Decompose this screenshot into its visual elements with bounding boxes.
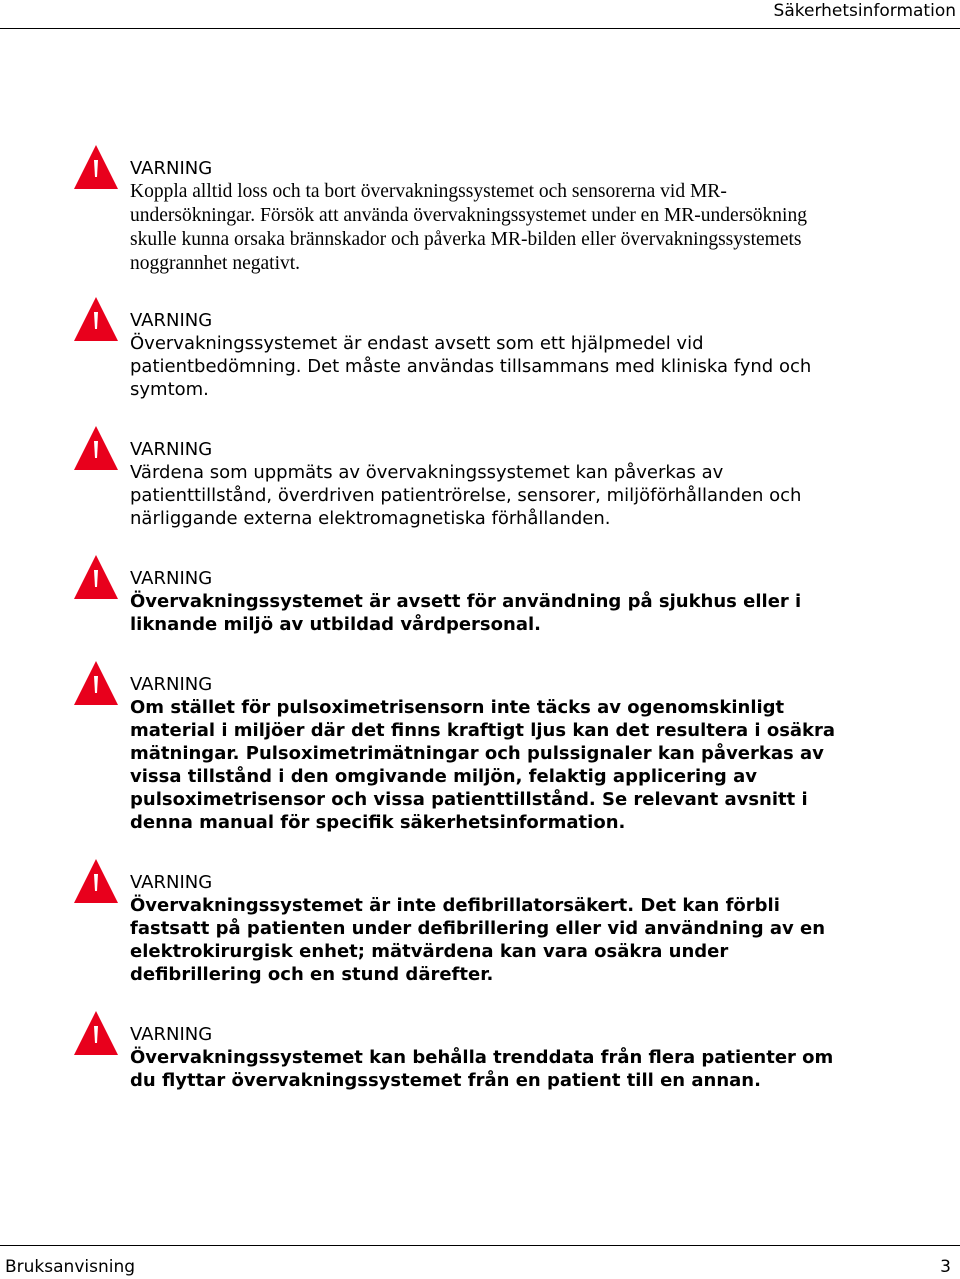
warning-text: [130, 871, 850, 986]
warning-label: VARNING: [130, 872, 213, 893]
header-divider: [0, 28, 960, 29]
warning-label: VARNING: [130, 674, 213, 695]
warning-label: VARNING: [130, 439, 213, 460]
warning-triangle-icon: [73, 554, 119, 600]
warning-body: Övervakningssystemet är endast avsett som ett hjälpmedel vid patientbedömning. Det måste användas tillsammans med kliniska fynd och symtom.: [130, 333, 812, 400]
warning-body: Övervakningssystemet är avsett för användning på sjukhus eller i liknande miljö av utbildad vårdpersonal.: [130, 591, 802, 635]
warning-triangle-icon: [73, 858, 119, 904]
warning-body: Övervakningssystemet är inte defibrillatorsäkert. Det kan förbli fastsatt på patienten under defibrillering eller vid användning av en elektrokirurgisk enhet; mätvärdena kan vara osäkra under defibrillering och en stund därefter.: [130, 895, 826, 985]
warning-triangle-icon: [73, 425, 119, 471]
header-title: Säkerhetsinformation: [773, 1, 956, 21]
warning-text: [130, 673, 850, 834]
warning-text: [130, 438, 850, 530]
warning-body: Om stället för pulsoximetrisensorn inte täcks av ogenomskinligt material i miljöer där det finns kraftigt ljus kan det resultera i osäkra mätningar. Pulsoximetrimätningar och pulssignaler kan påverkas av vissa tillstånd i den omgivande miljön, felaktig applicering av pulsoximetrisensor och vissa patienttillstånd. Se relevant avsnitt i denna manual för specifik säkerhetsinformation.: [130, 697, 836, 833]
warning-triangle-icon: [73, 144, 119, 190]
footer-title: Bruksanvisning: [5, 1257, 136, 1277]
footer-divider: [0, 1245, 960, 1246]
warning-text: [130, 567, 850, 636]
warning-triangle-icon: [73, 296, 119, 342]
warning-text: [130, 157, 850, 276]
warning-label: VARNING: [130, 568, 213, 589]
page-number: 3: [940, 1257, 951, 1277]
warning-body: Koppla alltid loss och ta bort övervakningssystemet och sensorerna vid MR-undersökningar. Försök att använda övervakningssystemet under en MR-undersökning skulle kunna orsaka brännskador och påverka MR-bilden eller övervakningssystemets noggrannhet negativt.: [130, 181, 807, 274]
warning-triangle-icon: [73, 1010, 119, 1056]
warning-triangle-icon: [73, 660, 119, 706]
warning-body: Värdena som uppmäts av övervakningssystemet kan påverkas av patienttillstånd, överdriven patientrörelse, sensorer, miljöförhållanden och närliggande externa elektromagnetiska förhållanden.: [130, 462, 802, 529]
warning-label: VARNING: [130, 310, 213, 331]
warning-text: [130, 1023, 850, 1092]
warning-text: [130, 309, 850, 401]
warning-label: VARNING: [130, 1024, 213, 1045]
warning-body: Övervakningssystemet kan behålla trenddata från flera patienter om du flyttar övervakningssystemet från en patient till en annan.: [130, 1047, 834, 1091]
warning-label: VARNING: [130, 158, 213, 179]
